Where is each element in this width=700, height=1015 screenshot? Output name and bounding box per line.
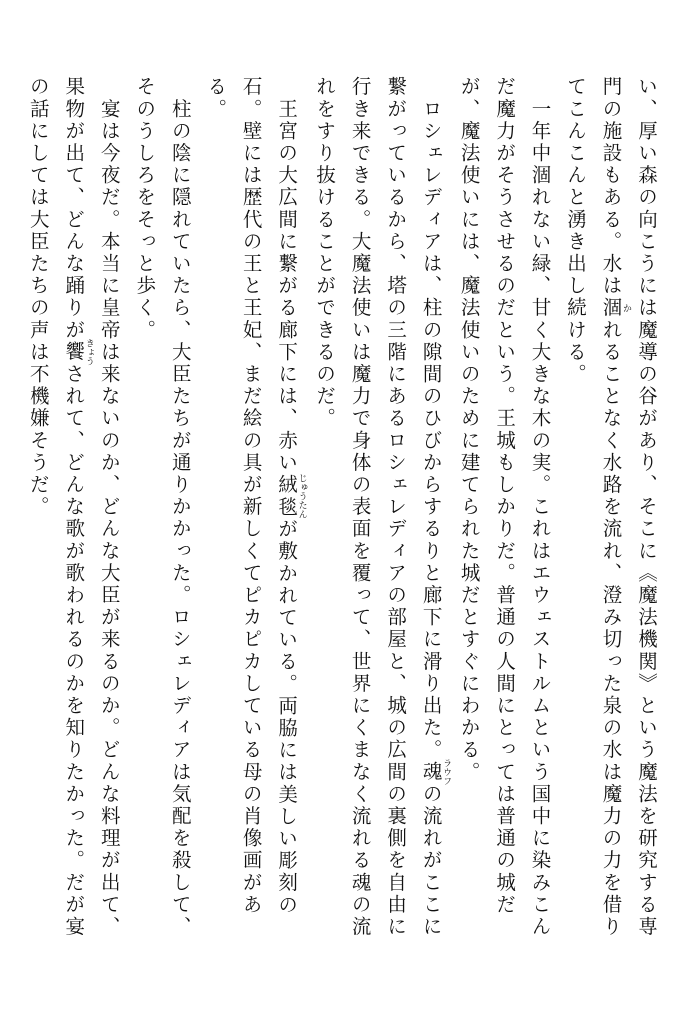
ruby-word — [275, 473, 307, 519]
paragraph — [451, 76, 557, 956]
text-segment: が敷かれている。両脇には美しい彫刻の石。壁には歴代の王と王妃、まだ絵の具が新しくてピカピカしている母の肖像画がある。 — [204, 76, 299, 917]
text-segment: れることなく水路を流れ、澄み切った泉の水は魔力の力を借りてこんこんと湧き出し続ける。 — [564, 76, 623, 938]
text-segment: ロシェレディアは、柱の隙間のひびからするりと廊下に滑り出た。 — [419, 76, 443, 762]
ruby-base: 絨毯 — [275, 473, 299, 519]
ruby-word — [419, 758, 452, 786]
text-segment: 王宮の大広間に繋がる廊下には、赤い — [275, 76, 299, 474]
ruby-base: 饗 — [62, 338, 86, 366]
text-segment: 宴は今夜だ。本当に皇帝は来ないのか、どんな大臣が来るのか。どんな料理が出て、果物が出て、どんな踊りが — [62, 76, 121, 938]
ruby-base: 魂 — [419, 758, 443, 786]
text-segment: 柱の陰に隠れていたら、大臣たちが通りかかった。ロシェレディアは気配を殺して、そのうしろをそっと歩く。 — [133, 76, 192, 938]
ruby-reading: か — [621, 297, 632, 320]
ruby-word — [599, 297, 632, 320]
ruby-reading: じゅうたん — [296, 473, 307, 519]
paragraph — [198, 76, 307, 956]
text-segment: されて、どんな歌が歌われるのかを知りたかった。だが宴の話にしては大臣たちの声は不機嫌そうだ。 — [26, 76, 86, 938]
paragraph — [558, 76, 664, 956]
vertical-text-body — [20, 76, 664, 956]
text-segment: の流れがここに繋がっているから、塔の三階にあるロシェレディアの部屋と、城の広間の裏側を自由に行き来できる。大魔法使いは魔力で身体の表面を覆って、世界にくまなく流れる魂の流れをすり抜けることができるのだ。 — [313, 76, 443, 938]
ruby-reading: きょう — [83, 338, 94, 366]
text-segment: 一年中涸れない緑、甘く大きな木の実。これはエウェストルムという国中に染みこんだ魔力がそうさせるのだという。王城もしかりだ。普通の人間にとっては普通の城だが、魔法使いには、魔法使いのために建てられた城だとすぐにわかる。 — [457, 76, 552, 938]
paragraph — [20, 76, 126, 956]
text-segment: い、厚い森の向こうには魔導の谷があり、そこに《魔法機関》という魔法を研究する専門の施設もある。水は — [599, 76, 658, 938]
paragraph — [307, 76, 451, 956]
ruby-reading: ラウフ — [441, 758, 452, 786]
ruby-base: 涸 — [599, 297, 623, 320]
paragraph — [127, 76, 198, 956]
ruby-word — [62, 338, 94, 366]
